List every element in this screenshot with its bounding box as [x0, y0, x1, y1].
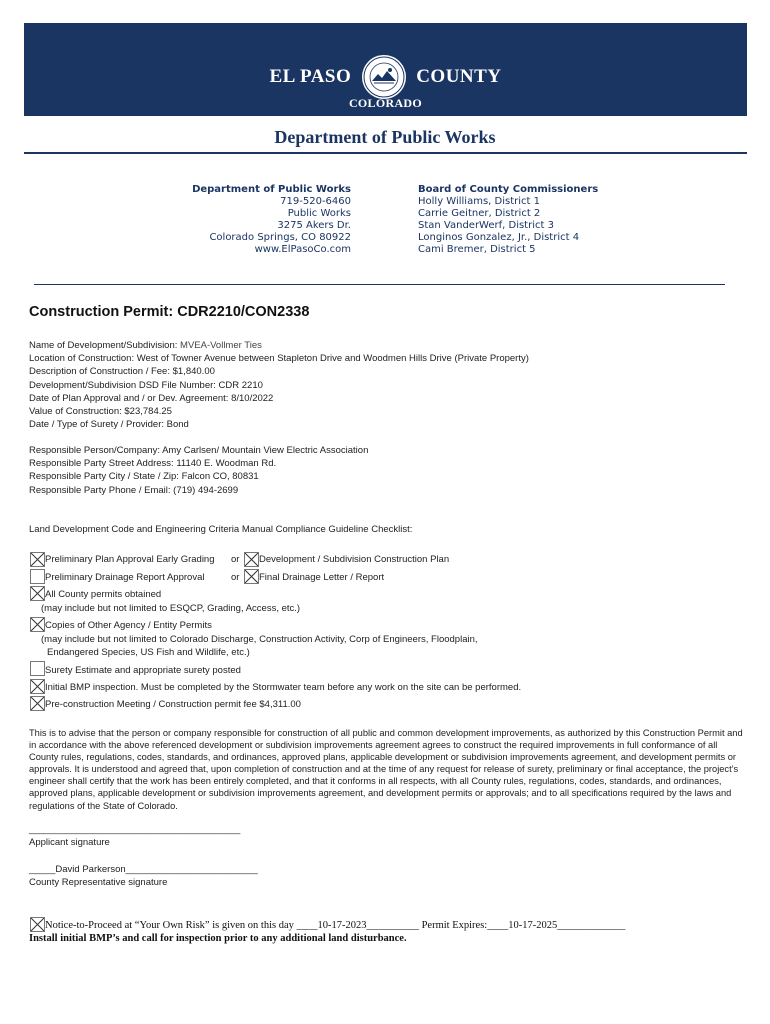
header-divider — [24, 152, 747, 154]
checkbox-prelim-grading[interactable] — [30, 552, 45, 567]
checkbox-surety-estimate[interactable] — [30, 661, 45, 676]
development-name-value: MVEA-Vollmer Ties — [180, 340, 262, 351]
responsible-city: Responsible Party City / State / Zip: Falcon CO, 80831 — [29, 471, 259, 483]
other-agency-label: Copies of Other Agency / Entity Permits — [45, 620, 212, 631]
brand-right-text: COUNTY — [416, 66, 502, 87]
department-website-link[interactable]: www.ElPasoCo.com — [254, 244, 351, 255]
or-label: or — [231, 554, 240, 565]
construction-value: Value of Construction: $23,784.25 — [29, 406, 172, 418]
responsible-phone: Responsible Party Phone / Email: (719) 494-2699 — [29, 484, 239, 496]
responsible-person: Responsible Person/Company: Amy Carlsen/ Mountain View Electric Association — [29, 445, 369, 456]
or-label: or — [231, 572, 240, 583]
construction-fee: Description of Construction / Fee: $1,840.00 — [29, 366, 215, 378]
header-banner — [24, 23, 747, 116]
dev-construction-plan-label: Development / Subdivision Construction Plan — [259, 554, 450, 565]
county-signature-label: County Representative signature — [29, 877, 168, 888]
prelim-drainage-label: Preliminary Drainage Report Approval — [45, 572, 205, 583]
checkbox-dev-construction-plan[interactable] — [244, 552, 259, 567]
notice-to-proceed-text: Notice-to-Proceed at “Your Own Risk” is given on this day ____10-17-2023__________ Permit Expires:____10-17-2025_____________ — [45, 920, 626, 931]
check-x-icon — [31, 618, 44, 631]
page-title: Department of Public Works — [274, 127, 496, 147]
surety-info: Date / Type of Surety / Provider: Bond — [29, 419, 189, 431]
checklist-heading: Land Development Code and Engineering Criteria Manual Compliance Guideline Checklist: — [29, 524, 413, 535]
commissioner-3: Stan VanderWerf, District 3 — [418, 220, 554, 231]
surety-estimate-label: Surety Estimate and appropriate surety posted — [45, 665, 241, 676]
county-logo — [24, 53, 747, 101]
applicant-signature-line[interactable]: ________________________________________ — [29, 824, 241, 835]
applicant-signature-label: Applicant signature — [29, 837, 110, 848]
final-drainage-label: Final Drainage Letter / Report — [259, 572, 385, 583]
commissioners-heading: Board of County Commissioners — [418, 184, 599, 195]
county-signature-line[interactable]: _____David Parkerson_________________________ — [29, 864, 258, 875]
other-agency-note-2: Endangered Species, US Fish and Wildlife, etc.) — [47, 647, 250, 658]
checkbox-prelim-drainage[interactable] — [30, 569, 45, 584]
department-contact — [130, 184, 351, 256]
contact-divider — [34, 284, 725, 285]
commissioner-4: Longinos Gonzalez, Jr., District 4 — [418, 232, 580, 243]
state-label: COLORADO — [348, 96, 423, 110]
commissioners-contact — [418, 184, 718, 256]
check-x-icon — [31, 697, 44, 710]
county-permits-label: All County permits obtained — [45, 589, 162, 600]
check-x-icon — [31, 918, 44, 931]
department-phone: 719-520-6460 — [280, 196, 351, 207]
county-permits-note: (may include but not limited to ESQCP, Grading, Access, etc.) — [41, 603, 301, 614]
check-x-icon — [245, 570, 258, 583]
prelim-grading-label: Preliminary Plan Approval Early Grading — [45, 554, 215, 565]
county-seal-icon — [360, 53, 408, 101]
check-x-icon — [31, 587, 44, 600]
commissioner-2: Carrie Geitner, District 2 — [418, 208, 541, 219]
checkbox-bmp-inspection[interactable] — [30, 679, 45, 694]
responsible-street: Responsible Party Street Address: 11140 E. Woodman Rd. — [29, 458, 277, 470]
checkbox-final-drainage[interactable] — [244, 569, 259, 584]
checkbox-preconstruction[interactable] — [30, 696, 45, 711]
permit-title: Construction Permit: CDR2210/CON2338 — [29, 304, 310, 320]
advisory-paragraph: This is to advise that the person or company responsible for construction of all public and common development improvements, as authorized by this Construction Permit and in accordance with the above referenced development or subdivision improvements agreement agrees to construct the required improvements in full conformance of all County rules, regulations, codes, standards, and ordinances, approved plans, applicable development or subdivision improvements agreement, and development permits or approvals. It is understood and agreed that, upon completion of construction and at the time of any request for release of surety, preliminary or final acceptance, the project’s engineer shall certify that the work has been entirely completed, and that it conforms in all respects, with all County rules, regulations, codes, standards, and ordinances, approved plans, applicable development or subdivision improvements agreement, and development permits or approvals; and to all specifications required by the laws and regulations of the State of Colorado. — [29, 728, 743, 811]
permit-details — [29, 339, 529, 431]
department-name: Public Works — [287, 208, 351, 219]
checkbox-notice-to-proceed[interactable] — [30, 917, 45, 932]
department-city: Colorado Springs, CO 80922 — [209, 232, 351, 243]
development-name-label: Name of Development/Subdivision: — [29, 340, 178, 351]
bmp-inspection-label: Initial BMP inspection. Must be completed by the Stormwater team before any work on the site can be performed. — [45, 682, 522, 693]
dsd-file-number: Development/Subdivision DSD File Number: CDR 2210 — [29, 379, 263, 391]
bmp-instruction: Install initial BMP’s and call for inspection prior to any additional land disturbance. — [29, 933, 407, 944]
other-agency-note-1: (may include but not limited to Colorado Discharge, Construction Activity, Corp of Engineers, Floodplain, — [41, 634, 478, 645]
commissioner-5: Cami Bremer, District 5 — [418, 244, 536, 255]
development-name-row — [29, 339, 529, 352]
check-x-icon — [31, 553, 44, 566]
brand-left-text: EL PASO — [269, 66, 352, 87]
construction-location: Location of Construction: West of Towner Avenue between Stapleton Drive and Woodmen Hills Drive (Private Property) — [29, 353, 529, 365]
preconstruction-label: Pre-construction Meeting / Construction permit fee $4,311.00 — [45, 699, 301, 710]
department-street: 3275 Akers Dr. — [277, 220, 351, 231]
plan-approval-date: Date of Plan Approval and / or Dev. Agreement: 8/10/2022 — [29, 392, 274, 404]
department-contact-heading: Department of Public Works — [192, 184, 351, 195]
commissioner-1: Holly Williams, District 1 — [418, 196, 540, 207]
check-x-icon — [31, 680, 44, 693]
responsible-party — [29, 444, 368, 497]
checkbox-other-agency[interactable] — [30, 617, 45, 632]
checkbox-county-permits[interactable] — [30, 586, 45, 601]
check-x-icon — [245, 553, 258, 566]
